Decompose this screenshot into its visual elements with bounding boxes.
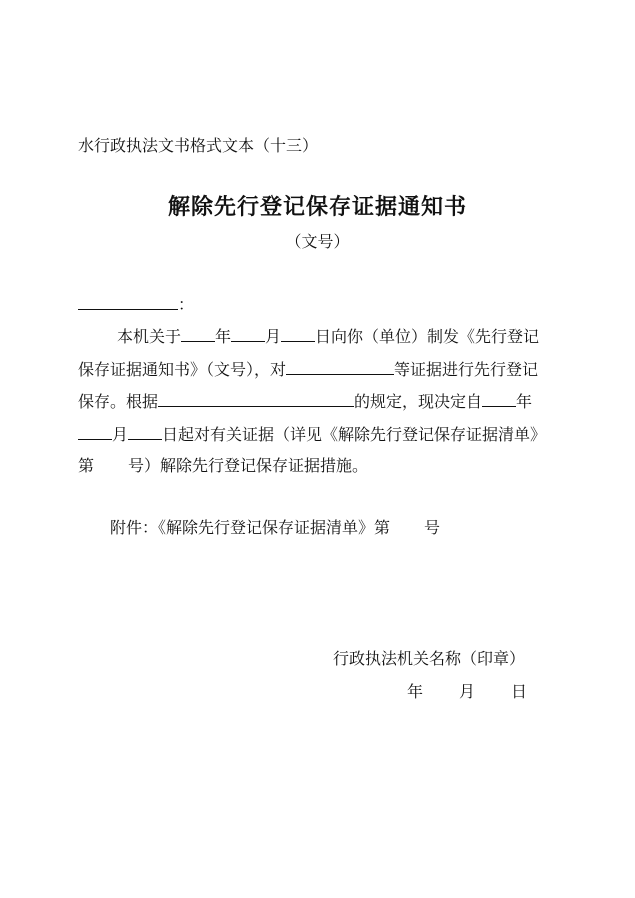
signature-date: [407, 679, 527, 702]
addressee-blank: [78, 294, 178, 310]
body-line-1: [117, 326, 539, 347]
blank-day: [281, 326, 315, 342]
body-text: 本机关于: [117, 327, 182, 346]
salutation-colon: ：: [178, 295, 195, 314]
document-title: 解除先行登记保存证据通知书: [167, 195, 467, 220]
body-line-3: [78, 391, 532, 412]
attachment-suffix: 号: [424, 518, 441, 537]
document-header: 水行政执法文书格式文本（十三）: [78, 136, 319, 155]
blank-month: [231, 326, 265, 342]
blank-month: [78, 424, 112, 440]
body-text: 年: [215, 327, 232, 346]
body-text: 日向你（单位）制发《先行登记: [315, 327, 540, 346]
body-text: 号）解除先行登记保存证据措施。: [128, 456, 369, 475]
blank-year: [181, 326, 215, 342]
blank-day: [128, 424, 162, 440]
body-text: 年: [516, 392, 533, 411]
body-text: 的规定，现决定自: [354, 392, 483, 411]
body-line-2: [78, 359, 538, 380]
body-text: 日起对有关证据（详见《解除先行登记保存证据清单》: [162, 425, 547, 444]
document-number: （文号）: [285, 232, 350, 251]
attachment-line: [110, 518, 440, 538]
attachment-text: 附件：《解除先行登记保存证据清单》第: [110, 518, 391, 537]
body-text: 月: [265, 327, 282, 346]
blank-regulation: [158, 391, 354, 407]
salutation-line: [78, 294, 194, 315]
body-text: 保存。根据: [78, 392, 159, 411]
blank-evidence: [286, 359, 394, 375]
body-line-4: [78, 424, 546, 445]
body-text: 保存证据通知书》（文号），对: [78, 360, 287, 379]
body-text: 第: [78, 456, 95, 475]
authority-signature: 行政执法机关名称（印章）: [333, 649, 526, 668]
date-year: 年: [407, 682, 424, 701]
blank-year: [482, 391, 516, 407]
body-line-5: [78, 456, 368, 476]
body-text: 等证据进行先行登记: [394, 360, 539, 379]
body-text: 月: [112, 425, 129, 444]
date-month: 月: [459, 682, 476, 701]
date-day: 日: [511, 682, 528, 701]
